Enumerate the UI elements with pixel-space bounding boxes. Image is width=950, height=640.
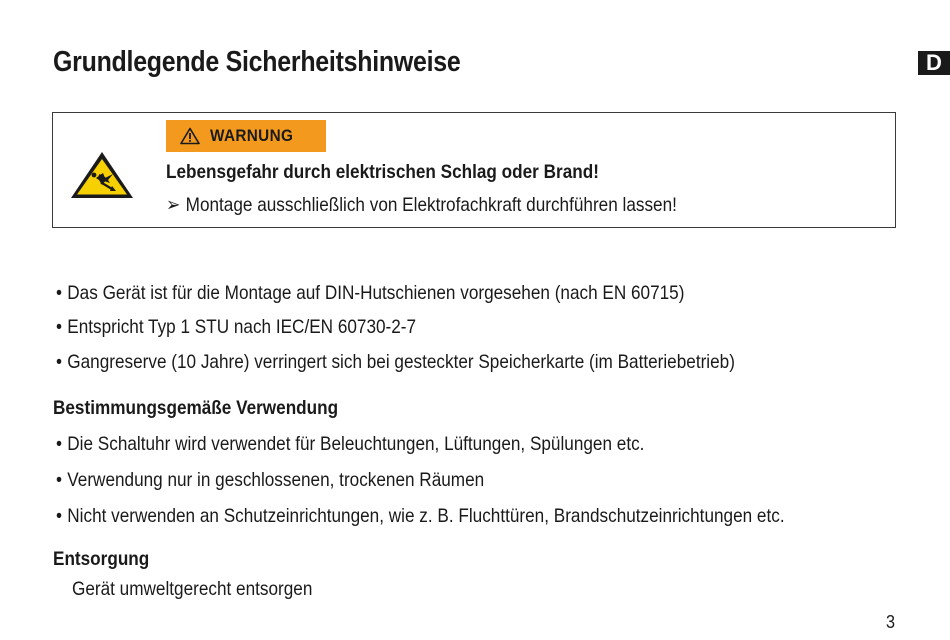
- warning-label: [166, 120, 326, 152]
- action-instruction-text: Montage ausschließlich von Elektrofachkraft durchführen lassen!: [185, 194, 677, 216]
- list-item: [56, 469, 484, 492]
- list-item: [56, 351, 735, 374]
- list-item-text: Entspricht Typ 1 STU nach IEC/EN 60730-2-7: [67, 316, 417, 338]
- list-item-text: Nicht verwenden an Schutzeinrichtungen, wie z. B. Fluchttüren, Brandschutzeinrichtungen etc.: [67, 505, 785, 527]
- action-instruction: [166, 193, 677, 217]
- arrow-marker-icon: ➢: [166, 194, 181, 216]
- bullet-icon: •: [56, 505, 63, 527]
- language-tab: D: [918, 51, 950, 75]
- list-item: [56, 505, 785, 528]
- warning-triangle-icon: [180, 127, 200, 145]
- electric-shock-hazard-icon: [69, 150, 135, 200]
- disposal-text: Gerät umweltgerecht entsorgen: [72, 578, 313, 600]
- list-item-text: Gangreserve (10 Jahre) verringert sich bei gesteckter Speicherkarte (im Batteriebetrieb): [67, 351, 735, 373]
- list-item-text: Das Gerät ist für die Montage auf DIN-Hutschienen vorgesehen (nach EN 60715): [67, 282, 685, 304]
- disposal-heading: Entsorgung: [53, 548, 150, 570]
- intended-use-heading: Bestimmungsgemäße Verwendung: [53, 397, 339, 419]
- page-number: 3: [886, 612, 896, 632]
- warning-label-text: WARNUNG: [210, 126, 294, 145]
- list-item: [56, 433, 644, 456]
- page-title: Grundlegende Sicherheitshinweise: [53, 46, 461, 78]
- bullet-icon: •: [56, 282, 63, 304]
- list-item: [56, 282, 684, 305]
- list-item: [56, 316, 416, 339]
- bullet-icon: •: [56, 469, 63, 491]
- bullet-icon: •: [56, 351, 63, 373]
- bullet-icon: •: [56, 433, 63, 455]
- bullet-icon: •: [56, 316, 63, 338]
- hazard-statement: Lebensgefahr durch elektrischen Schlag oder Brand!: [166, 161, 599, 183]
- list-item-text: Die Schaltuhr wird verwendet für Beleuchtungen, Lüftungen, Spülungen etc.: [67, 433, 645, 455]
- warning-box: [52, 112, 896, 228]
- list-item-text: Verwendung nur in geschlossenen, trockenen Räumen: [67, 469, 485, 491]
